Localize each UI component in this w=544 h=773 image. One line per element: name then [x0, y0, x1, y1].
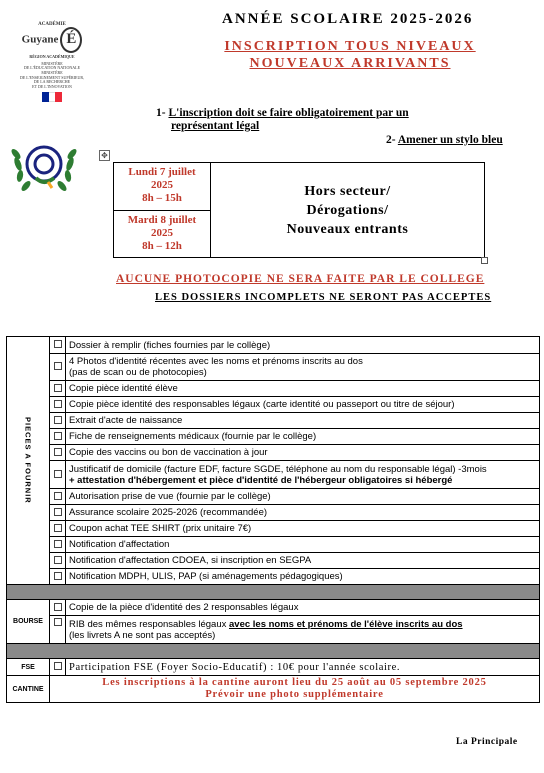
piece-item: Notification d'affectation CDOEA, si inscription en SEGPA — [66, 553, 540, 569]
piece-item: Autorisation prise de vue (fournie par le collège) — [66, 489, 540, 505]
checkbox[interactable] — [50, 553, 66, 569]
checkbox[interactable] — [50, 429, 66, 445]
piece-item — [66, 461, 540, 489]
pieces-category-cell — [7, 337, 50, 585]
college-laurel-emblem — [8, 134, 80, 198]
checkbox-icon — [54, 603, 62, 611]
instruction-1 — [156, 107, 409, 133]
checkbox[interactable] — [50, 461, 66, 489]
ministere-line: DE L'ÉDUCATION NATIONALE — [23, 65, 81, 71]
piece-item: Extrait d'acte de naissance — [66, 413, 540, 429]
principal-signature: La Principale — [456, 737, 518, 747]
bourse-rib-text: RIB des mêmes responsables légaux — [69, 618, 229, 630]
academie-label: ACADÉMIE — [38, 22, 66, 27]
checkbox[interactable] — [50, 489, 66, 505]
academie-wordmark — [12, 22, 92, 53]
bourse-item: Copie de la pièce d'identité des 2 responsables légaux — [66, 600, 540, 616]
piece-item-line: Justificatif de domicile (facture EDF, facture SGDE, téléphone au nom du responsable légal) -3mois — [69, 463, 487, 475]
ministere-line: MINISTÈRE — [41, 70, 63, 76]
checkbox[interactable] — [50, 413, 66, 429]
table-row — [7, 397, 540, 413]
piece-item: Fiche de renseignements médicaux (fournie par le collège) — [66, 429, 540, 445]
day-2-year: 2025 — [151, 226, 173, 239]
table-resize-handle[interactable] — [481, 257, 488, 264]
checkbox[interactable] — [50, 445, 66, 461]
piece-item: Copie des vaccins ou bon de vaccination à jour — [66, 445, 540, 461]
instruction-2-number: 2- — [386, 134, 398, 146]
instruction-1-line2: représentant légal — [171, 120, 260, 132]
instruction-1-line1: L'inscription doit se faire obligatoirement par un — [168, 107, 409, 119]
table-row — [7, 413, 540, 429]
table-row — [7, 521, 540, 537]
checkbox-icon — [54, 362, 62, 370]
checkbox[interactable] — [50, 569, 66, 585]
inscription-title — [205, 38, 495, 72]
category-line-3: Nouveaux entrants — [286, 221, 409, 237]
checkbox[interactable] — [50, 354, 66, 381]
category-line-1: Hors secteur/ — [304, 183, 391, 199]
section-separator — [7, 585, 540, 600]
checkbox[interactable] — [50, 659, 66, 676]
checkbox[interactable] — [50, 537, 66, 553]
checkbox-icon — [54, 662, 62, 670]
instruction-2 — [386, 134, 503, 146]
checkbox-icon — [54, 508, 62, 516]
schedule-category — [211, 163, 484, 257]
checkbox-icon — [54, 572, 62, 580]
piece-item: Copie pièce identité élève — [66, 381, 540, 397]
section-separator — [7, 644, 540, 659]
checkbox-icon — [54, 470, 62, 478]
checkbox-icon — [54, 618, 62, 626]
piece-item-line: 4 Photos d'identité récentes avec les noms et prénoms inscrits au dos — [69, 356, 363, 367]
academie-region: Guyane — [21, 33, 59, 46]
fse-category-label: FSE — [7, 659, 50, 676]
schedule-day-1 — [114, 163, 210, 210]
piece-item — [66, 354, 540, 381]
checkbox-icon — [54, 416, 62, 424]
instruction-2-text: Amener un stylo bleu — [397, 134, 503, 146]
checkbox[interactable] — [50, 521, 66, 537]
piece-item: Notification d'affectation — [66, 537, 540, 553]
bourse-rib-emphasis: avec les noms et prénoms de l'élève inscrits au dos — [229, 618, 463, 630]
table-row — [7, 537, 540, 553]
bourse-rib-note: (les livrets A ne sont pas acceptés) — [69, 629, 216, 641]
ministere-lines — [12, 62, 92, 90]
table-row — [7, 553, 540, 569]
ministere-line: DE LA RECHERCHE — [33, 79, 71, 85]
day-1-date: Lundi 7 juillet — [128, 166, 196, 178]
piece-item: Coupon achat TEE SHIRT (prix unitaire 7€) — [66, 521, 540, 537]
no-photocopy-warning: AUCUNE PHOTOCOPIE NE SERA FAITE PAR LE COLLEGE — [116, 273, 485, 285]
table-move-handle-icon[interactable]: ✥ — [99, 150, 110, 161]
schedule-dates — [114, 163, 211, 257]
region-caption: RÉGION ACADÉMIQUE — [29, 54, 75, 60]
table-row — [7, 337, 540, 354]
table-row — [7, 659, 540, 676]
ministere-line: MINISTÈRE — [41, 60, 63, 66]
table-row — [7, 489, 540, 505]
checkbox[interactable] — [50, 600, 66, 616]
checkbox[interactable] — [50, 397, 66, 413]
checkbox-icon — [54, 400, 62, 408]
checkbox-icon — [54, 432, 62, 440]
piece-item-line: (pas de scan ou de photocopies) — [69, 367, 207, 378]
incomplete-warning: LES DOSSIERS INCOMPLETS NE SERONT PAS ACCEPTES — [155, 292, 492, 303]
table-row — [7, 616, 540, 644]
bourse-category-label: BOURSE — [7, 600, 50, 644]
day-2-hours: 8h – 12h — [142, 239, 182, 252]
checkbox-icon — [54, 384, 62, 392]
checkbox[interactable] — [50, 381, 66, 397]
piece-item: Notification MDPH, ULIS, PAP (si aménagements pédagogiques) — [66, 569, 540, 585]
table-row — [7, 600, 540, 616]
checkbox[interactable] — [50, 337, 66, 354]
day-1-hours: 8h – 15h — [142, 192, 182, 204]
marianne-e-icon: É — [60, 27, 82, 53]
ministere-line: DE L'ENSEIGNEMENT SUPÉRIEUR, — [19, 74, 85, 80]
checkbox-icon — [54, 524, 62, 532]
instruction-1-number: 1- — [156, 107, 169, 119]
checkbox-icon — [54, 448, 62, 456]
piece-item-line: + attestation d'hébergement et pièce d'identité de l'hébergeur obligatoires si hébergé — [69, 474, 453, 486]
day-2-date: Mardi 8 juillet — [127, 213, 197, 226]
schedule-table — [113, 162, 485, 258]
table-row — [7, 505, 540, 521]
cantine-notice — [50, 676, 540, 703]
piece-item: Assurance scolaire 2025-2026 (recommandée) — [66, 505, 540, 521]
piece-item: Dossier à remplir (fiches fournies par le collège) — [66, 337, 540, 354]
table-row — [7, 354, 540, 381]
documents-checklist-table — [6, 336, 540, 703]
cantine-category-label: CANTINE — [7, 676, 50, 703]
cantine-line-2: Prévoir une photo supplémentaire — [205, 689, 384, 700]
category-line-2: Dérogations/ — [306, 202, 389, 218]
table-row — [7, 445, 540, 461]
day-1-year: 2025 — [151, 179, 173, 191]
inscription-title-line1: INSCRIPTION TOUS NIVEAUX — [224, 39, 476, 54]
academie-logo — [12, 22, 92, 112]
checkbox-icon — [54, 492, 62, 500]
table-row — [7, 676, 540, 703]
inscription-title-line2: NOUVEAUX ARRIVANTS — [249, 56, 451, 71]
checkbox-icon — [54, 540, 62, 548]
checkbox-icon — [54, 340, 62, 348]
pieces-category-label: PIECES A FOURNIR — [23, 417, 33, 504]
fse-item: Participation FSE (Foyer Socio-Educatif) : 10€ pour l'année scolaire. — [66, 659, 540, 676]
table-row — [7, 381, 540, 397]
table-row — [7, 429, 540, 445]
bourse-item — [66, 616, 540, 644]
cantine-line-1: Les inscriptions à la cantine auront lieu du 25 août au 05 septembre 2025 — [102, 677, 487, 688]
piece-item: Copie pièce identité des responsables légaux (carte identité ou passeport ou titre de séjour) — [66, 397, 540, 413]
checkbox[interactable] — [50, 505, 66, 521]
checkbox[interactable] — [50, 616, 66, 644]
table-row — [7, 461, 540, 489]
table-row — [7, 569, 540, 585]
checkbox-icon — [54, 556, 62, 564]
schedule-day-2 — [114, 210, 210, 258]
french-flag-icon — [42, 92, 62, 102]
school-year-title: ANNÉE SCOLAIRE 2025-2026 — [222, 11, 474, 27]
ministere-line: ET DE L'INNOVATION — [32, 83, 72, 89]
